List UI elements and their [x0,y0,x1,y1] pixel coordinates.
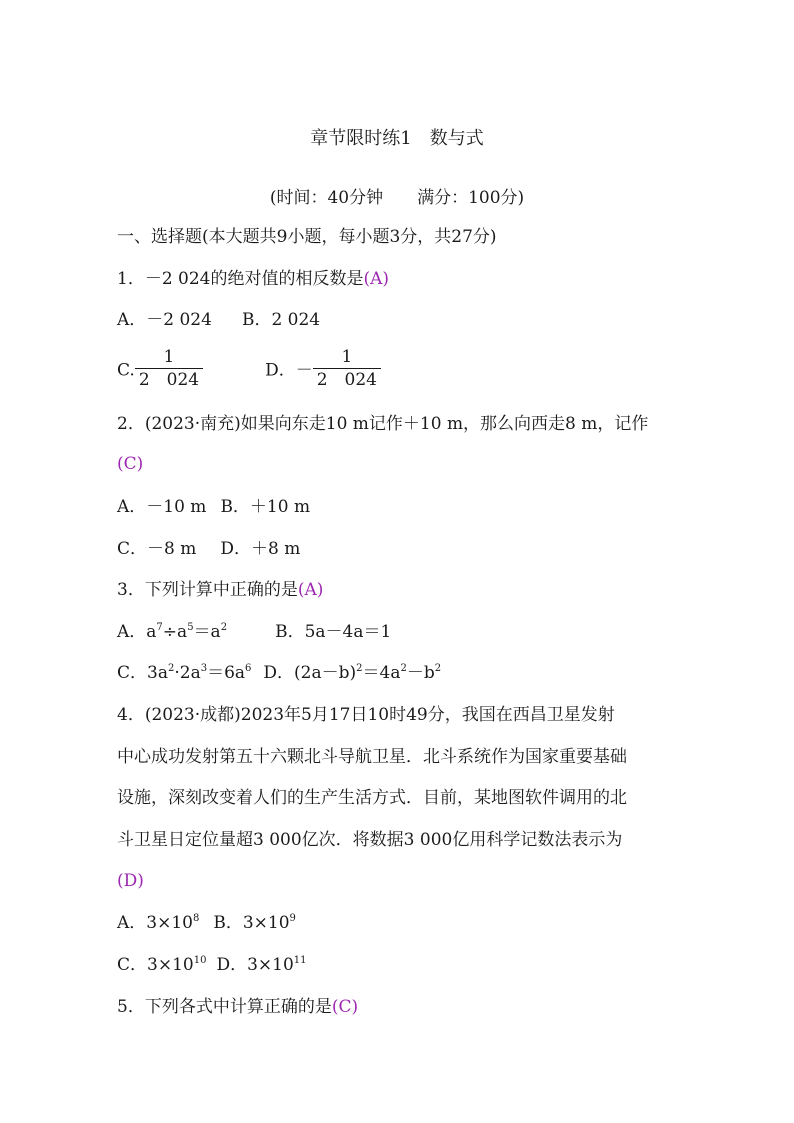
page-title: 章节限时练1 数与式 [310,128,484,149]
answer-label: (A) [363,269,390,289]
fraction-numerator: 1 [313,347,381,369]
question-1-stem [117,268,389,290]
question-4-line-2: 中心成功发射第五十六颗北斗导航卫星．北斗系统作为国家重要基础 [117,747,627,767]
option-d: D．$(2a-b)^2=4a^2-b^2$ [263,663,442,683]
question-4-line-3: 设施，深刻改变着人们的生产生活方式．目前，某地图软件调用的北 [117,788,627,808]
question-3-options-cd [117,662,441,684]
question-4-line-4: 斗卫星日定位量超3 000亿次．将数据3 000亿用科学记数法表示为 [117,830,623,850]
option-b: B．5a－4a＝1 [275,622,392,642]
question-2-options-cd [117,538,300,560]
fraction-denominator: 2 024 [138,370,200,390]
answer-label: (C) [117,454,144,474]
question-5-stem [117,996,358,1018]
answer-label: (D) [117,871,144,891]
option-c-label: C. [117,360,135,381]
section-heading: 一、选择题(本大题共9小题，每小题3分，共27分) [117,227,497,247]
option-b: B．＋10 m [220,497,311,517]
option-a: A．－2 024 [117,310,212,330]
option-c: C．$3a^2\cdot 2a^3=6a^6$ [117,663,252,683]
question-1-options-cd [117,349,381,393]
question-1-options-ab [117,309,320,331]
option-c-fraction [135,347,203,391]
option-d: D．＋8 m [220,539,301,559]
fraction-numerator: 1 [135,347,203,369]
question-3-stem [117,579,323,601]
fraction-denominator: 2 024 [316,370,377,390]
question-text: 5．下列各式中计算正确的是 [117,997,332,1017]
question-text: 3．下列计算中正确的是 [117,580,298,600]
time-score-info: (时间：40分钟 满分：100分) [269,188,525,208]
question-2-stem: 2．(2023·南充)如果向东走10 m记作＋10 m，那么向西走8 m，记作 [117,414,649,434]
question-4-options-cd [117,954,307,976]
question-4-options-ab [117,912,296,934]
option-a: A．$a^7\div a^5=a^2$ [117,622,228,642]
option-d-label: D．－ [265,360,313,381]
option-d: D．$3\times 10^{11}$ [216,955,307,975]
question-2-options-ab [117,496,310,518]
answer-label: (C) [331,997,359,1017]
answer-label: (A) [297,580,324,600]
question-text: 1．－2 024的绝对值的相反数是 [117,269,364,289]
option-d-fraction [313,347,381,391]
option-c: C．$3\times 10^{10}$ [117,955,207,975]
option-c: C．－8 m [117,539,197,559]
option-b: B．$3\times 10^9$ [213,913,296,933]
question-4-line-1: 4．(2023·成都)2023年5月17日10时49分，我国在西昌卫星发射 [117,705,615,725]
question-3-options-ab [117,621,391,643]
option-b: B．2 024 [241,310,321,330]
option-a: A．$3\times 10^8$ [117,913,200,933]
option-a: A．－10 m [117,497,207,517]
